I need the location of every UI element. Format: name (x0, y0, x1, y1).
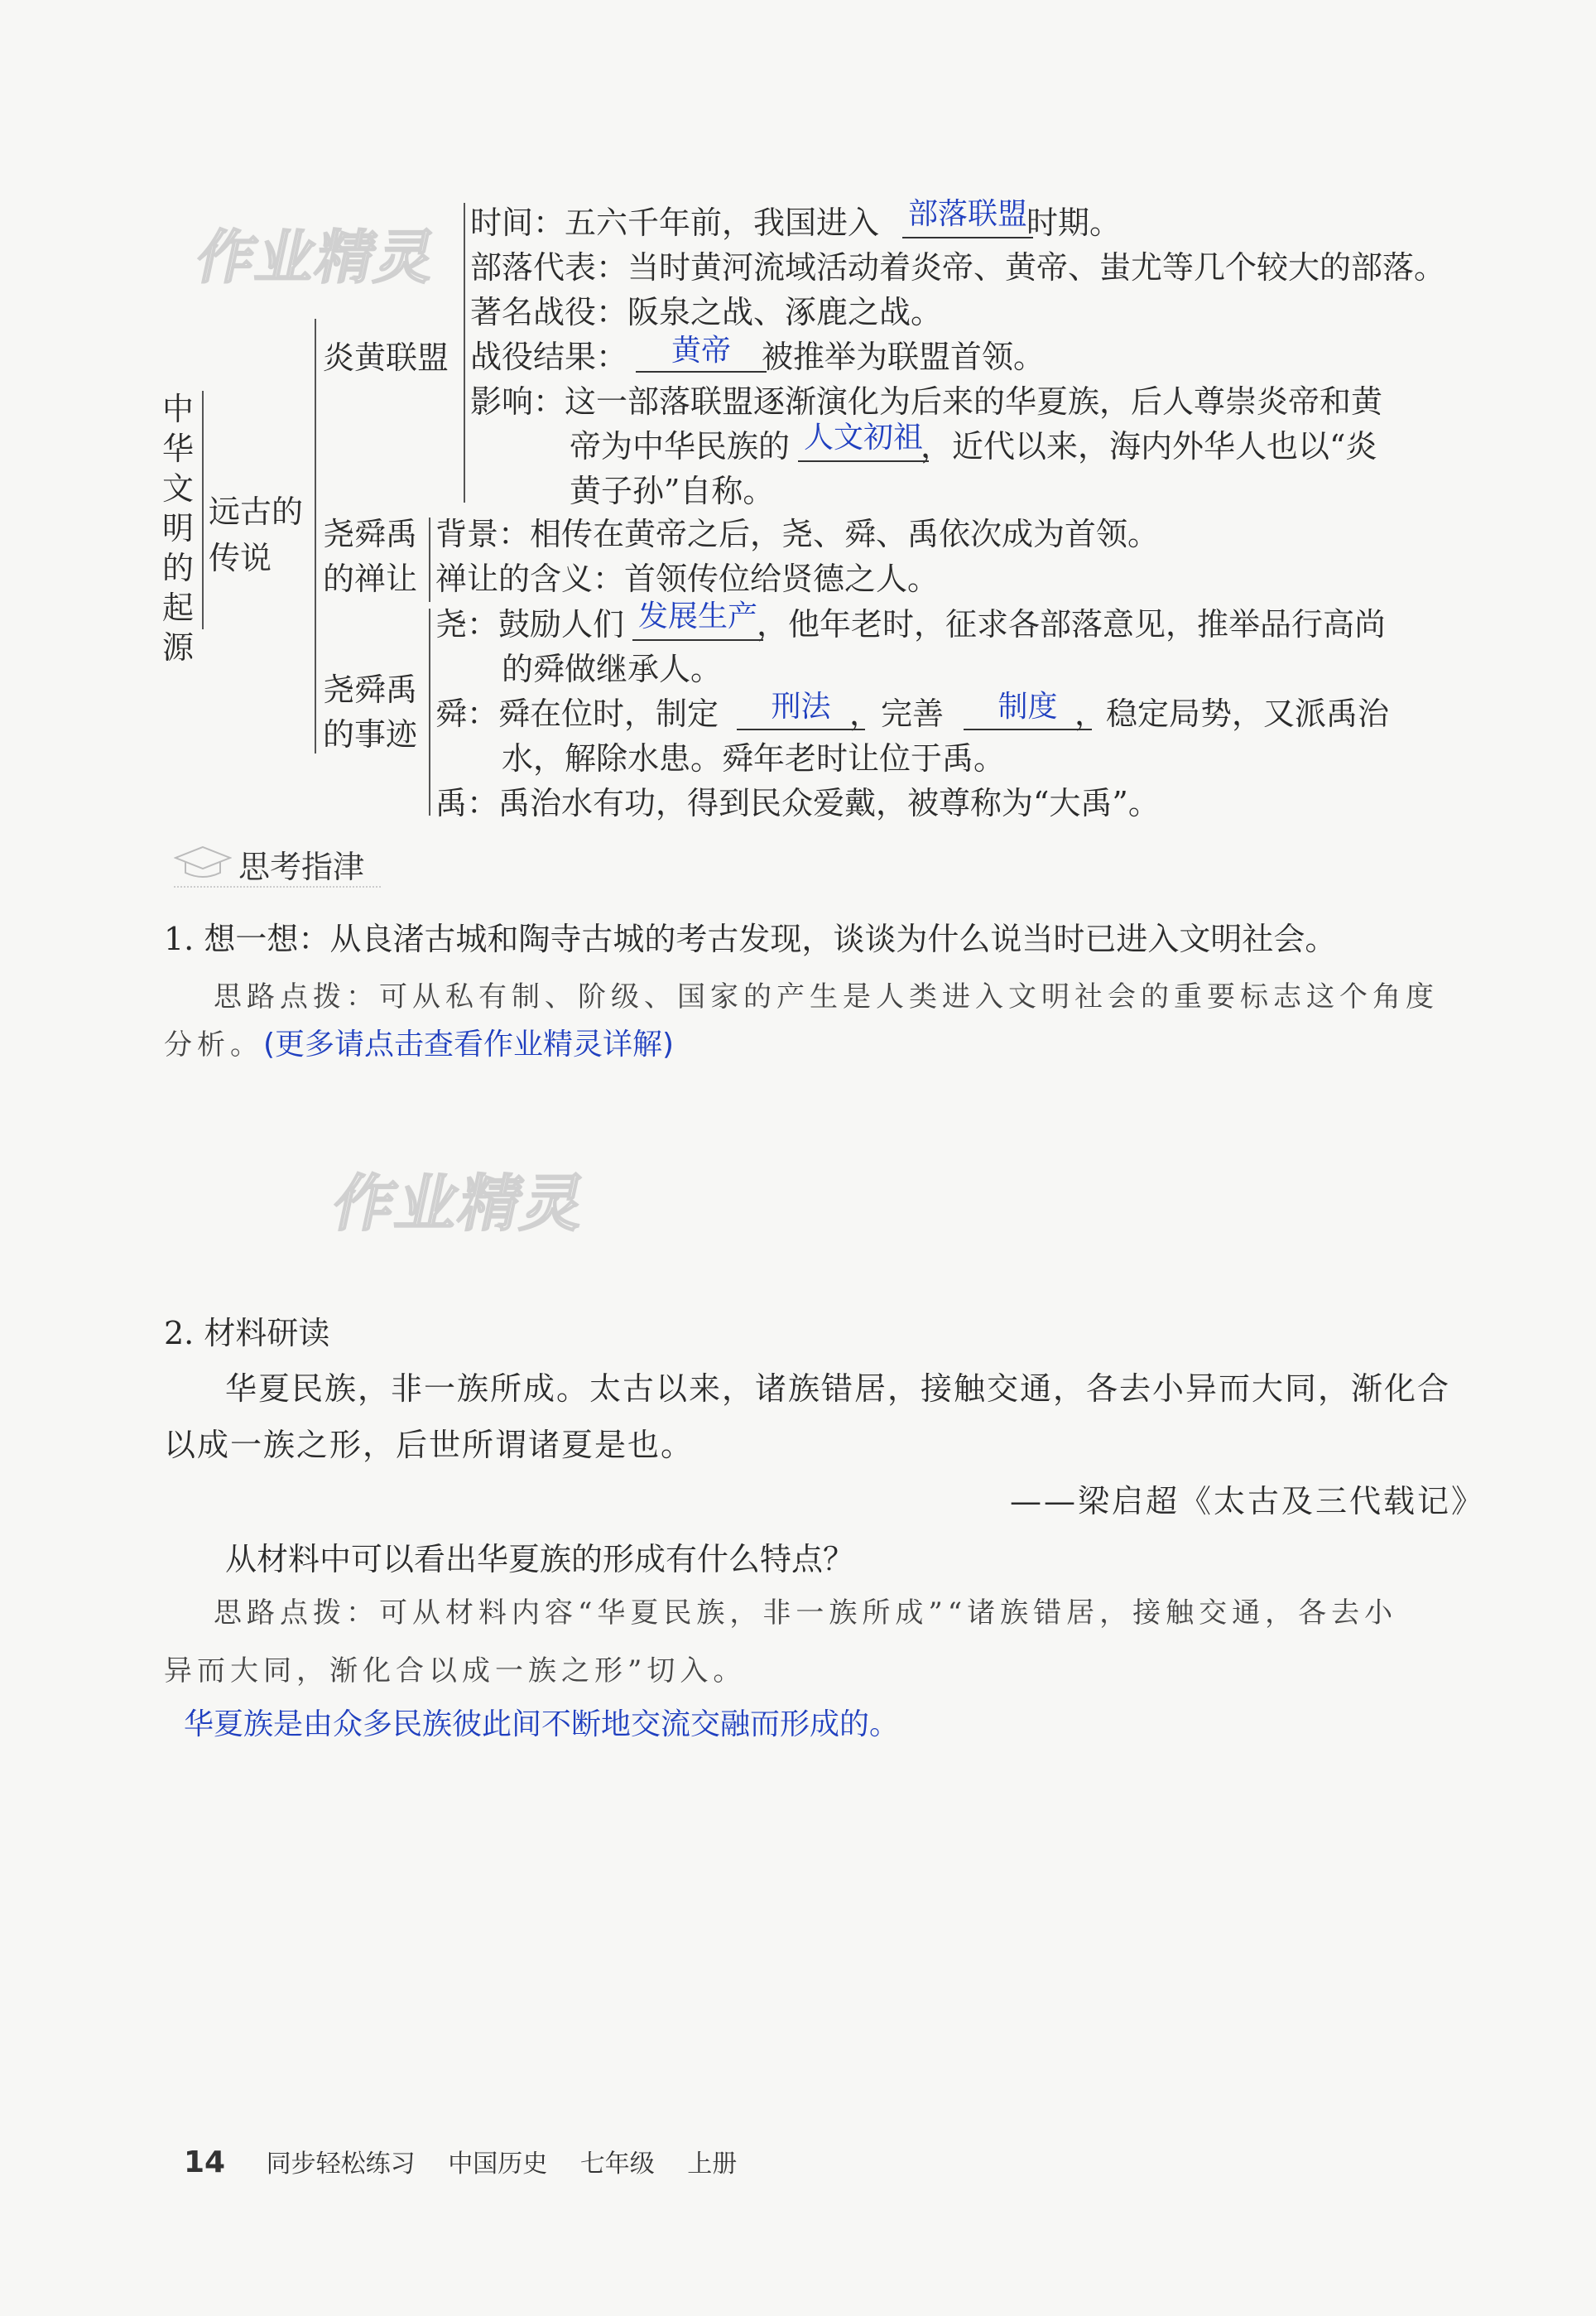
q1-hint-1: 思路点拨：可从私有制、阶级、国家的产生是人类进入文明社会的重要标志这个角度 (214, 980, 1439, 1014)
deeds-shun-2: 水，解除水患。舜年老时让位于禹。 (502, 740, 1006, 777)
yanhuang-time: 时间：五六千年前，我国进入 时期。 (470, 205, 1122, 241)
shanrang-label: 尧舜禹 的禅让 (323, 516, 418, 597)
brace-root (202, 391, 204, 629)
watermark-logo: 作业精灵 (326, 1168, 594, 1240)
yanhuang-label: 炎黄联盟 (323, 339, 449, 376)
blank-line (636, 371, 767, 373)
deeds-yao-2: 的舜做继承人。 (502, 651, 723, 687)
brace-shanrang (429, 518, 430, 602)
blank-line (798, 460, 929, 462)
yanhuang-influence-1: 影响：这一部落联盟逐渐演化为后来的华夏族，后人尊崇炎帝和黄 (470, 383, 1383, 420)
volume: 上册 (687, 2150, 738, 2179)
shanrang-background: 背景：相传在黄帝之后，尧、舜、禹依次成为首领。 (435, 516, 1160, 552)
section-underline (174, 886, 381, 888)
q2-material-1: 华夏民族，非一族所成。太古以来，诸族错居，接触交通，各去小异而大同，渐化合 (225, 1370, 1451, 1407)
section-title: 思考指津 (238, 849, 365, 885)
q2-answer: 华夏族是由众多民族彼此间不断地交流交融而形成的。 (184, 1707, 900, 1741)
page-number: 14 (184, 2145, 226, 2179)
brace-deeds (429, 609, 430, 816)
blank-line (737, 729, 865, 730)
deeds-label: 尧舜禹 的事迹 (323, 672, 418, 753)
q2-question: 从材料中可以看出华夏族的形成有什么特点？ (225, 1541, 855, 1577)
answer-tribal-alliance: 部落联盟 (907, 197, 1027, 231)
answer-huangdi: 黄帝 (671, 334, 731, 368)
deeds-yao: 尧：鼓励人们 ，他年老时，征求各部落意见，推举品行高尚 (435, 606, 1387, 643)
answer-system: 制度 (997, 690, 1058, 724)
yanhuang-tribes: 部落代表：当时黄河流域活动着炎帝、黄帝、蚩尤等几个较大的部落。 (470, 249, 1446, 286)
answer-penal-law: 刑法 (771, 690, 831, 724)
blank-line (632, 639, 763, 641)
mindmap-root: 中 华 文 明 的 起 源 (162, 391, 195, 666)
brace-yanhuang (464, 203, 465, 503)
watermark-logo: 作业精灵 (190, 224, 444, 291)
q1-question: 1. 想一想：从良渚古城和陶寺古城的考古发现，谈谈为什么说当时已进入文明社会。 (164, 921, 1337, 957)
q2-title: 2. 材料研读 (164, 1315, 330, 1351)
q2-material-2: 以成一族之形，后世所谓诸夏是也。 (164, 1427, 695, 1463)
q1-hint-2-line (164, 1021, 674, 1063)
q1-hint-2: 分析。 (164, 1028, 263, 1062)
yanhuang-influence-3: 黄子孙”自称。 (570, 473, 775, 509)
q2-hint-1: 思路点拨：可从材料内容“华夏民族，非一族所成”“诸族错居，接触交通，各去小 (214, 1596, 1398, 1630)
q2-source: ——梁启超《太古及三代载记》 (1010, 1483, 1486, 1519)
deeds-yu: 禹：禹治水有功，得到民众爱戴，被尊称为“大禹”。 (435, 785, 1160, 821)
q2-hint-2: 异而大同，渐化合以成一族之形”切入。 (164, 1654, 747, 1688)
blank-line (964, 729, 1092, 730)
deeds-shun: 舜：舜在位时，制定 ，完善 ，稳定局势，又派禹治 (435, 696, 1390, 732)
blank-line (902, 237, 1033, 238)
book-title: 同步轻松练习 (266, 2150, 416, 2179)
grade: 七年级 (579, 2150, 655, 2179)
shanrang-meaning: 禅让的含义：首领传位给贤德之人。 (435, 561, 940, 597)
graduation-cap-icon (174, 843, 232, 884)
detail-link[interactable]: (更多请点击查看作业精灵详解) (263, 1028, 675, 1062)
yanhuang-battles: 著名战役：阪泉之战、涿鹿之战。 (470, 294, 943, 330)
branch-label: 远古的 传说 (209, 494, 304, 576)
subject: 中国历史 (448, 2150, 548, 2179)
answer-develop-production: 发展生产 (637, 599, 757, 633)
page-footer (184, 2143, 737, 2179)
answer-renwenchuzu: 人文初祖 (803, 421, 923, 455)
brace-branch (315, 319, 316, 754)
yanhuang-influence-2: 帝为中华民族的 ，近代以来，海内外华人也以“炎 (570, 428, 1377, 465)
yanhuang-result: 战役结果： 被推举为联盟首领。 (470, 339, 1046, 375)
